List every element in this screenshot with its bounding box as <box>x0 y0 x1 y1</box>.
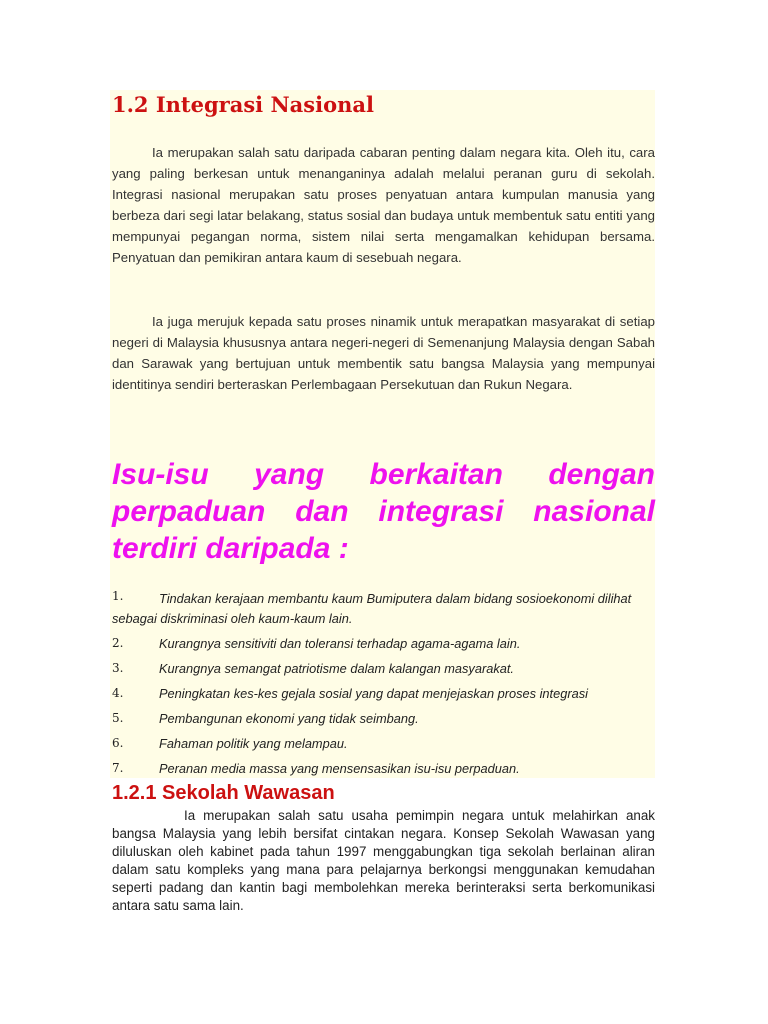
issues-heading: Isu-isu yang berkaitan dengan perpaduan dan integrasi nasional terdiri daripada : <box>112 458 655 565</box>
paragraph-text: Ia juga merujuk kepada satu proses ninamik untuk merapatkan masyarakat di setiap negeri di Malaysia khususnya antara negeri-negeri di Semenanjung Malaysia dengan Sabah dan Sarawak yang bertujuan untuk membentik satu bangsa Malaysia yang mempunyai identitinya sendiri berteraskan Perlembagaan Persekutuan dan Rukun Negara. <box>112 314 655 392</box>
issue-list-item <box>112 686 655 711</box>
issue-number: 6. <box>112 736 124 750</box>
issue-list-item <box>112 761 655 781</box>
issues-list <box>112 589 655 781</box>
issue-text: Peningkatan kes-kes gejala sosial yang dapat menjejaskan proses integrasi <box>159 686 588 701</box>
paragraph-sekolah-wawasan <box>112 807 655 915</box>
issue-list-item <box>112 736 655 761</box>
issue-list-item <box>112 589 655 636</box>
issue-text: Kurangnya sensitiviti dan toleransi terhadap agama-agama lain. <box>159 636 521 651</box>
paragraph-integrasi-process <box>112 312 655 396</box>
issue-list-item <box>112 711 655 736</box>
paragraph-integrasi-definition <box>112 143 655 268</box>
issue-number: 5. <box>112 711 124 725</box>
issue-number: 4. <box>112 686 124 700</box>
issue-text: Tindakan kerajaan membantu kaum Bumiputera dalam bidang sosioekonomi dilihat sebagai diskriminasi oleh kaum-kaum lain. <box>112 591 632 626</box>
issue-number: 7. <box>112 761 124 775</box>
issue-number: 1. <box>112 589 124 603</box>
issue-list-item <box>112 636 655 661</box>
issue-text: Pembangunan ekonomi yang tidak seimbang. <box>159 711 419 726</box>
issue-list-item <box>112 661 655 686</box>
issue-text: Peranan media massa yang mensensasikan isu-isu perpaduan. <box>159 761 520 776</box>
paragraph-text: Ia merupakan salah satu daripada cabaran penting dalam negara kita. Oleh itu, cara yang paling berkesan untuk menanganinya adalah melalui peranan guru di sekolah. Integrasi nasional merupakan satu proses penyatuan antara kumpulan manusia yang berbeza dari segi latar belakang, status sosial dan budaya untuk membentuk satu entiti yang mempunyai pegangan norma, sistem nilai serta mengamalkan kehidupan bersama. Penyatuan dan pemikiran antara kaum di sesebuah negara. <box>112 145 655 265</box>
section-heading-sekolah-wawasan: 1.2.1 Sekolah Wawasan <box>112 782 335 804</box>
paragraph-text: Ia merupakan salah satu usaha pemimpin negara untuk melahirkan anak bangsa Malaysia yang lebih bersifat cintakan negara. Konsep Sekolah Wawasan yang diluluskan oleh kabinet pada tahun 1997 menggabungkan tiga sekolah berlainan aliran dalam satu kompleks yang mana para pelajarnya berkongsi menggunakan kemudahan seperti padang dan kantin bagi membolehkan mereka berinteraksi serta berkomunikasi antara satu sama lain. <box>112 808 655 913</box>
issue-text: Kurangnya semangat patriotisme dalam kalangan masyarakat. <box>159 661 514 676</box>
issue-number: 2. <box>112 636 124 650</box>
issue-number: 3. <box>112 661 124 675</box>
section-heading-integrasi-nasional: 1.2 Integrasi Nasional <box>112 92 374 117</box>
issue-text: Fahaman politik yang melampau. <box>159 736 348 751</box>
